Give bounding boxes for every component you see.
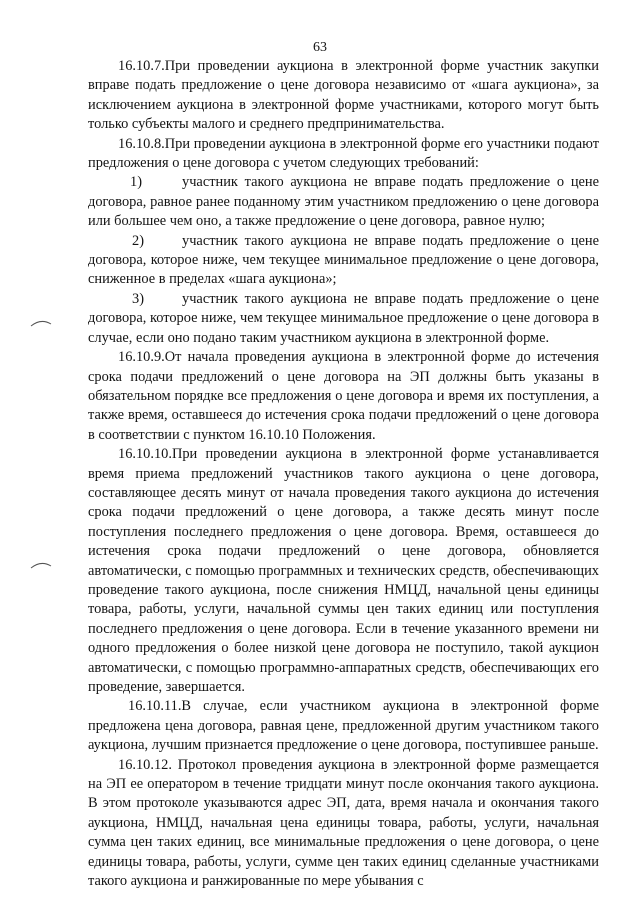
list-item-1 <box>88 173 599 231</box>
list-marker: 1) <box>130 174 142 191</box>
list-marker: 2) <box>132 232 144 249</box>
list-item-3 <box>88 290 599 348</box>
paragraph-16-10-10: 16.10.10.При проведении аукциона в электронной форме устанавливается время приема предложений участников такого аукциона о цене договора, составляющее десять минут от начала проведения такого аукциона до истечения срока подачи предложений о цене договора, а также десять минут после поступления последнего предложения о цене договора. Время, оставшееся до истечения срока подачи предложений о цене договора, обновляется автоматически, с помощью программных и технических средств, обеспечивающих проведение такого аукциона, после снижения НМЦД, начальной цены единицы товара, работы, услуги, начальной суммы цен таких единиц или поступления последнего предложения о цене договора. Если в течение указанного времени ни одного предложения о более низкой цене договора не поступило, такой аукцион автоматически, с помощью программно-аппаратных средств, обеспечивающих его проведение, завершается. <box>88 446 599 695</box>
list-item-text: участник такого аукциона не вправе подать предложение о цене договора, равное ранее поданному этим участником предложению о цене договора или большее чем оно, а также предложение о цене договора, равное нулю; <box>88 174 599 230</box>
paragraph-16-10-7: 16.10.7.При проведении аукциона в электронной форме участник закупки вправе подать предложение о цене договора независимо от «шага аукциона», за исключением аукциона в электронной форме участниками, которого могут быть только субъекты малого и среднего предпринимательства. <box>88 58 599 133</box>
paragraph-16-10-12: 16.10.12. Протокол проведения аукциона в электронной форме размещается на ЭП ее оператором в течение тридцати минут после окончания такого аукциона. В этом протоколе указываются адрес ЭП, дата, время начала и окончания такого аукциона, НМЦД, начальная цена единицы товара, работы, услуги, начальная сумма цен таких единиц, все минимальные предложения о цене договора, о цене единицы товара, работы, услуги, сумме цен таких единиц сделанные участниками такого аукциона и ранжированные по мере убывания с <box>88 756 599 890</box>
punch-hole-mark-icon <box>30 560 52 570</box>
paragraph-16-10-11: 16.10.11.В случае, если участником аукциона в электронной форме предложена цена договора, равная цене, предложенной другим участником такого аукциона, лучшим признается предложение о цене договора, поступившее раньше. <box>88 698 599 754</box>
paragraph-16-10-9: 16.10.9.От начала проведения аукциона в электронной форме до истечения срока подачи предложений о цене договора на ЭП должны быть указаны в обязательном порядке все предложения о цене договора и время их поступления, а также время, оставшееся до истечения срока подачи предложений о цене договора в соответствии с пунктом 16.10.10 Положения. <box>88 349 599 443</box>
list-item-text: участник такого аукциона не вправе подать предложение о цене договора, которое ниже, чем текущее минимальное предложение о цене договора в случае, если оно подано таким участником аукциона в электронной форме. <box>88 290 599 346</box>
document-body <box>88 57 599 891</box>
page-number: 63 <box>313 40 327 55</box>
list-item-text: участник такого аукциона не вправе подать предложение о цене договора, которое ниже, чем текущее минимальное предложение о цене договора, сниженное в пределах «шага аукциона»; <box>88 232 599 288</box>
paragraph-16-10-8: 16.10.8.При проведении аукциона в электронной форме его участники подают предложения о цене договора с учетом следующих требований: <box>88 135 599 172</box>
list-item-2 <box>88 232 599 290</box>
list-marker: 3) <box>132 290 144 307</box>
punch-hole-mark-icon <box>30 318 52 328</box>
